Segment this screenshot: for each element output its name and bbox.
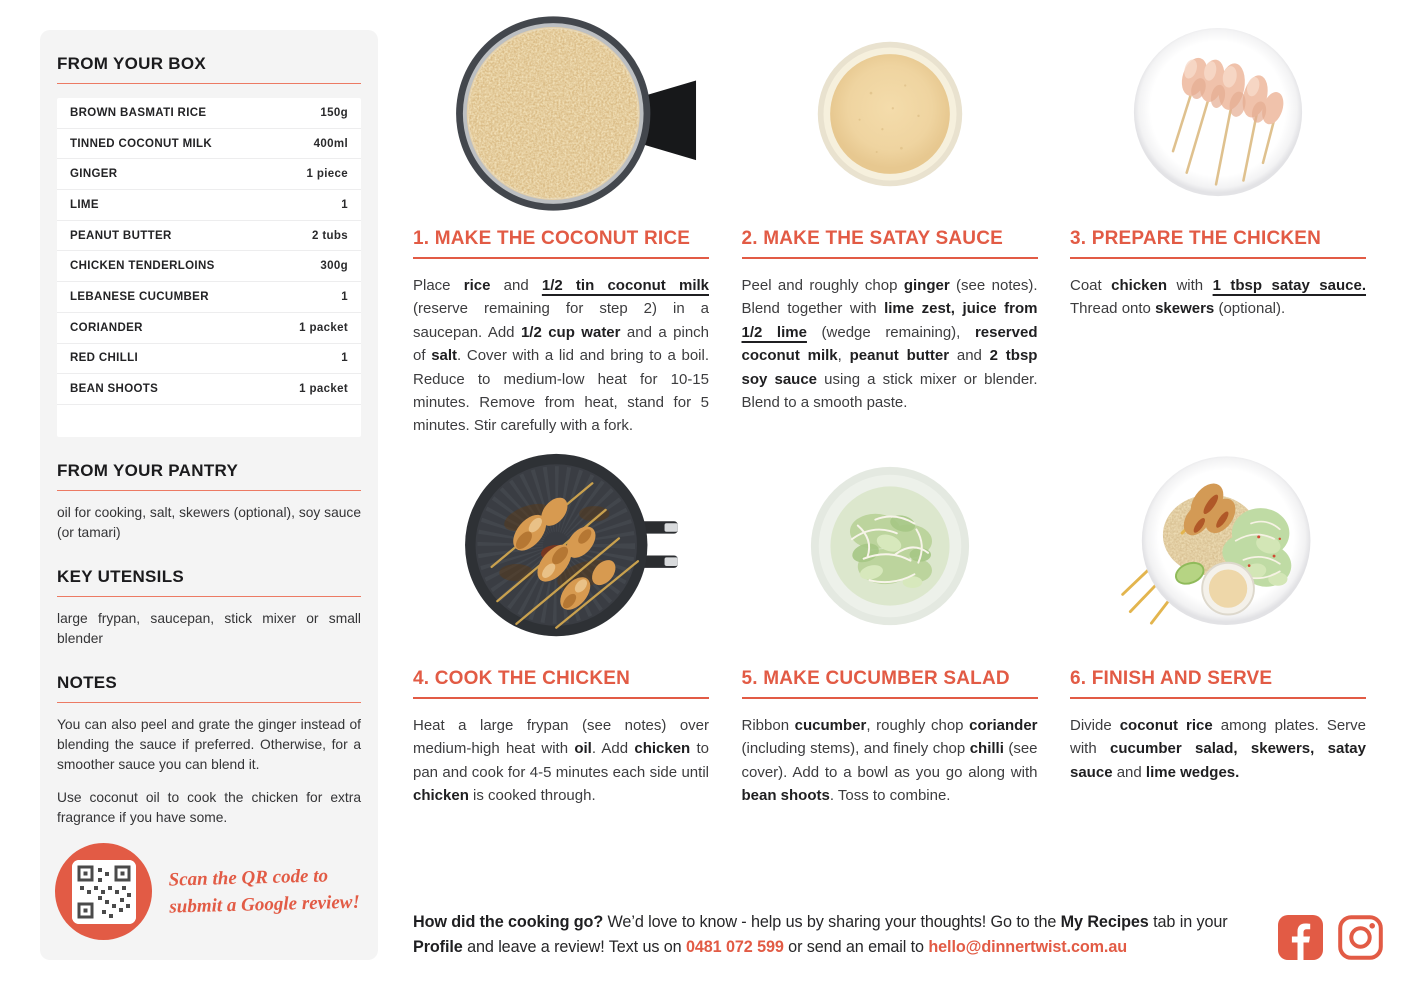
- ingredient-row: [57, 282, 361, 313]
- ingredient-name: RED CHILLI: [70, 352, 139, 365]
- ingredient-row: [57, 190, 361, 221]
- google-review-block: [55, 843, 369, 940]
- ingredient-quantity: 1 piece: [306, 168, 348, 181]
- ingredient-row: [57, 251, 361, 282]
- ingredient-quantity: 2 tubs: [312, 229, 348, 242]
- step-2-title: 2. MAKE THE SATAY SAUCE: [741, 228, 1003, 249]
- ingredients-table: [57, 98, 361, 437]
- ingredient-name: BEAN SHOOTS: [70, 383, 159, 396]
- raw-skewers-image: [1130, 26, 1306, 202]
- notes-section-title: NOTES: [57, 672, 118, 692]
- qr-caption: Scan the QR code to submit a Google review!: [168, 865, 361, 918]
- divider: [57, 490, 361, 491]
- divider: [57, 83, 361, 84]
- instagram-icon[interactable]: [1338, 915, 1383, 960]
- photo-satay-sauce-bowl: [742, 10, 1038, 217]
- box-section-title: FROM YOUR BOX: [57, 54, 207, 73]
- finished-plate-image: [1115, 452, 1321, 640]
- ingredient-name: BROWN BASMATI RICE: [70, 106, 207, 119]
- step-6: [1070, 450, 1366, 808]
- step-3-title: 3. PREPARE THE CHICKEN: [1070, 228, 1322, 249]
- photo-raw-chicken-skewers: [1070, 10, 1366, 217]
- ingredient-row: [57, 221, 361, 252]
- utensils-section-title: KEY UTENSILS: [57, 566, 185, 586]
- step-5-title: 5. MAKE CUCUMBER SALAD: [741, 668, 1010, 689]
- ingredient-name: GINGER: [70, 168, 118, 181]
- divider: [1070, 697, 1366, 699]
- divider: [413, 257, 709, 259]
- ingredient-quantity: 1 packet: [299, 321, 348, 334]
- sidebar: [40, 30, 378, 960]
- ingredient-name: LEBANESE CUCUMBER: [70, 290, 209, 303]
- photo-finished-plate: [1070, 450, 1366, 642]
- step-6-title: 6. FINISH AND SERVE: [1070, 668, 1273, 689]
- ingredient-row: [57, 159, 361, 190]
- photo-frypan-skewers: [413, 450, 709, 642]
- step-1: [413, 10, 709, 450]
- utensils-text: large frypan, saucepan, stick mixer or small blender: [57, 610, 361, 646]
- ingredient-name: LIME: [70, 198, 99, 211]
- step-5: [742, 450, 1038, 808]
- step-4: [413, 450, 709, 808]
- ingredient-name: PEANUT BUTTER: [70, 229, 172, 242]
- step-2: [742, 10, 1038, 450]
- steps-grid: [413, 10, 1366, 808]
- ingredient-name: TINNED COCONUT MILK: [70, 137, 213, 150]
- footer-feedback-text: How did the cooking go? We’d love to know - help us by sharing your thoughts! Go to the My Recipes tab in your Profile and leave a review! Text us on 0481 072 599 or send an email to hello@dinnertwist.com.au: [413, 913, 1228, 957]
- saucepan-rice-image: [425, 13, 697, 215]
- step-4-body: Heat a large frypan (see notes) over medium-high heat with oil. Add chicken to pan and cook for 4-5 minutes each side until chicken is cooked through.: [413, 717, 709, 805]
- ingredient-name: CHICKEN TENDERLOINS: [70, 260, 215, 273]
- divider: [57, 702, 361, 703]
- step-3-body: Coat chicken with 1 tbsp satay sauce. Thread onto skewers (optional).: [1070, 277, 1367, 318]
- step-6-body: Divide coconut rice among plates. Serve with cucumber salad, skewers, satay sauce and lime wedges.: [1070, 717, 1367, 781]
- ingredient-quantity: 1: [341, 290, 348, 303]
- step-2-body: Peel and roughly chop ginger (see notes). Blend together with lime zest, juice from 1/2 lime (wedge remaining), reserved coconut milk, peanut butter and 2 tbsp soy sauce using a stick mixer or blender. Blend to a smooth paste.: [741, 277, 1038, 411]
- step-4-title: 4. COOK THE CHICKEN: [413, 668, 631, 689]
- divider: [413, 697, 709, 699]
- qr-code-icon[interactable]: [55, 843, 152, 940]
- divider: [57, 596, 361, 597]
- divider: [1070, 257, 1366, 259]
- ingredient-quantity: 1: [341, 352, 348, 365]
- social-links: [1278, 915, 1383, 960]
- divider: [742, 257, 1038, 259]
- ingredient-row: [57, 129, 361, 160]
- ingredient-row: [57, 374, 361, 405]
- step-1-body: Place rice and 1/2 tin coconut milk (reserve remaining for step 2) in a saucepan. Add 1/2 cup water and a pinch of salt. Cover with a lid and bring to a boil. Reduce to medium-low heat for 10-15 minutes. Remove from heat, stand for 5 minutes. Stir carefully with a fork.: [413, 277, 710, 435]
- facebook-icon[interactable]: [1278, 915, 1323, 960]
- photo-cucumber-salad-bowl: [742, 450, 1038, 642]
- ingredient-quantity: 1: [341, 198, 348, 211]
- ingredient-row: [57, 98, 361, 129]
- ingredient-row: [57, 344, 361, 375]
- ingredient-quantity: 150g: [320, 106, 348, 119]
- notes-paragraph: You can also peel and grate the ginger instead of blending the sauce if preferred. Otherwise, for a smoother sauce you can blend it.: [57, 716, 361, 772]
- divider: [742, 697, 1038, 699]
- step-1-title: 1. MAKE THE COCONUT RICE: [413, 228, 691, 249]
- photo-coconut-rice-saucepan: [413, 10, 709, 217]
- frypan-image: [440, 451, 682, 641]
- ingredient-quantity: 400ml: [313, 137, 348, 150]
- ingredient-quantity: 300g: [320, 260, 348, 273]
- step-3: [1070, 10, 1366, 450]
- ingredient-quantity: 1 packet: [299, 383, 348, 396]
- satay-sauce-image: [814, 38, 966, 190]
- pantry-text: oil for cooking, salt, skewers (optional), soy sauce (or tamari): [57, 504, 361, 540]
- qr-code: [72, 860, 136, 924]
- ingredient-name: CORIANDER: [70, 321, 143, 334]
- notes-paragraph: Use coconut oil to cook the chicken for extra fragrance if you have some.: [57, 789, 361, 825]
- step-5-body: Ribbon cucumber, roughly chop coriander (including stems), and finely chop chilli (see cover). Add to a bowl as you go along with bean shoots. Toss to combine.: [741, 717, 1038, 805]
- ingredient-row: [57, 313, 361, 344]
- cucumber-salad-image: [807, 463, 973, 629]
- pantry-section-title: FROM YOUR PANTRY: [57, 460, 239, 480]
